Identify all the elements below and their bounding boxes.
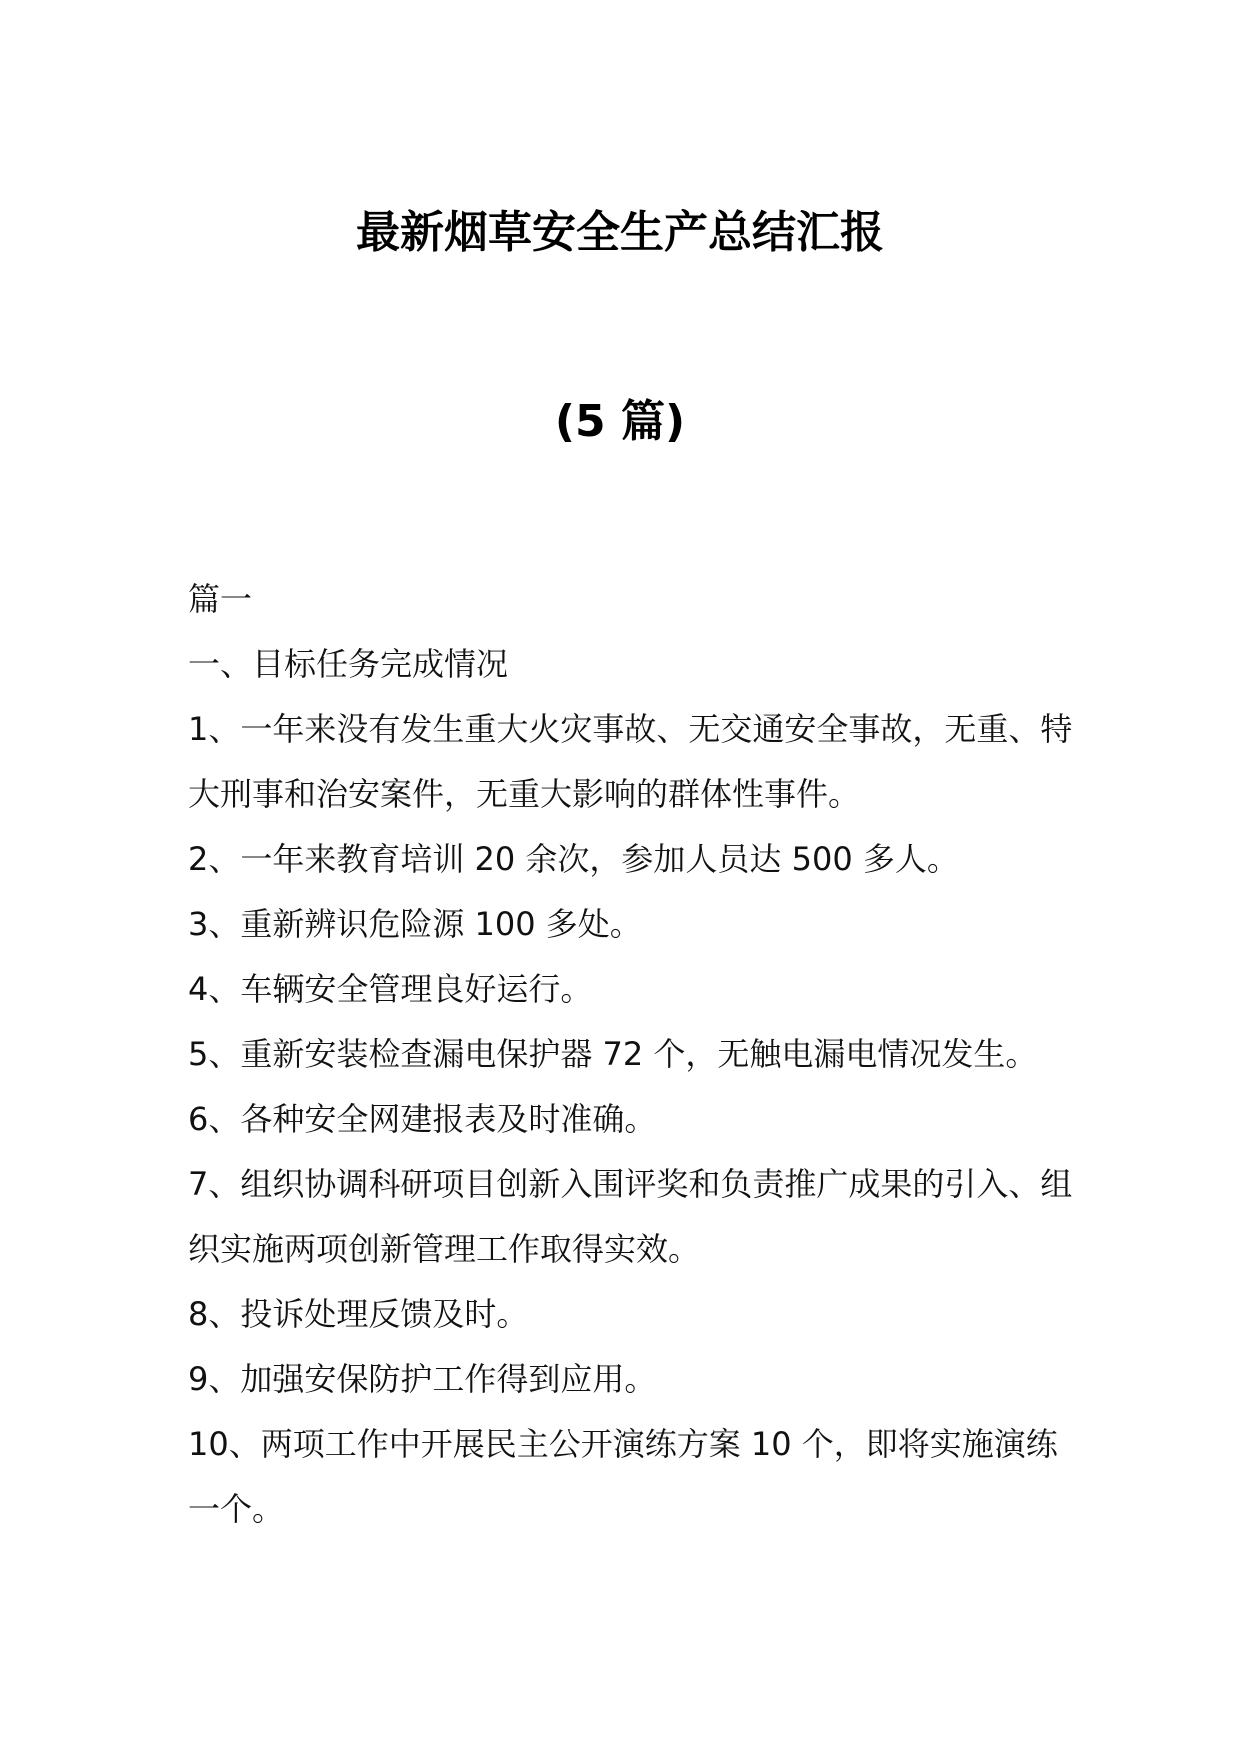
list-item: 2、一年来教育培训 20 余次，参加人员达 500 多人。 xyxy=(188,840,959,878)
list-item: 4、车辆安全管理良好运行。 xyxy=(188,970,593,1008)
list-item: 7、组织协调科研项目创新入围评奖和负责推广成果的引入、组织实施两项创新管理工作取得实效。 xyxy=(188,1165,1073,1268)
list-item: 9、加强安保防护工作得到应用。 xyxy=(188,1360,657,1398)
document-body xyxy=(188,567,1088,1542)
list-item: 6、各种安全网建报表及时准确。 xyxy=(188,1100,657,1138)
list-item: 1、一年来没有发生重大火灾事故、无交通安全事故，无重、特大刑事和治安案件，无重大影响的群体性事件。 xyxy=(188,710,1073,813)
list-item: 8、投诉处理反馈及时。 xyxy=(188,1295,529,1333)
section-heading: 篇一 xyxy=(188,580,253,618)
page-subtitle: (5 篇) xyxy=(554,396,686,447)
page-title: 最新烟草安全生产总结汇报 xyxy=(356,207,884,258)
list-item: 5、重新安装检查漏电保护器 72 个，无触电漏电情况发生。 xyxy=(188,1035,1038,1073)
subsection-heading: 一、目标任务完成情况 xyxy=(188,645,509,683)
list-item: 10、两项工作中开展民主公开演练方案 10 个，即将实施演练一个。 xyxy=(188,1425,1058,1528)
list-item: 3、重新辨识危险源 100 多处。 xyxy=(188,905,642,943)
